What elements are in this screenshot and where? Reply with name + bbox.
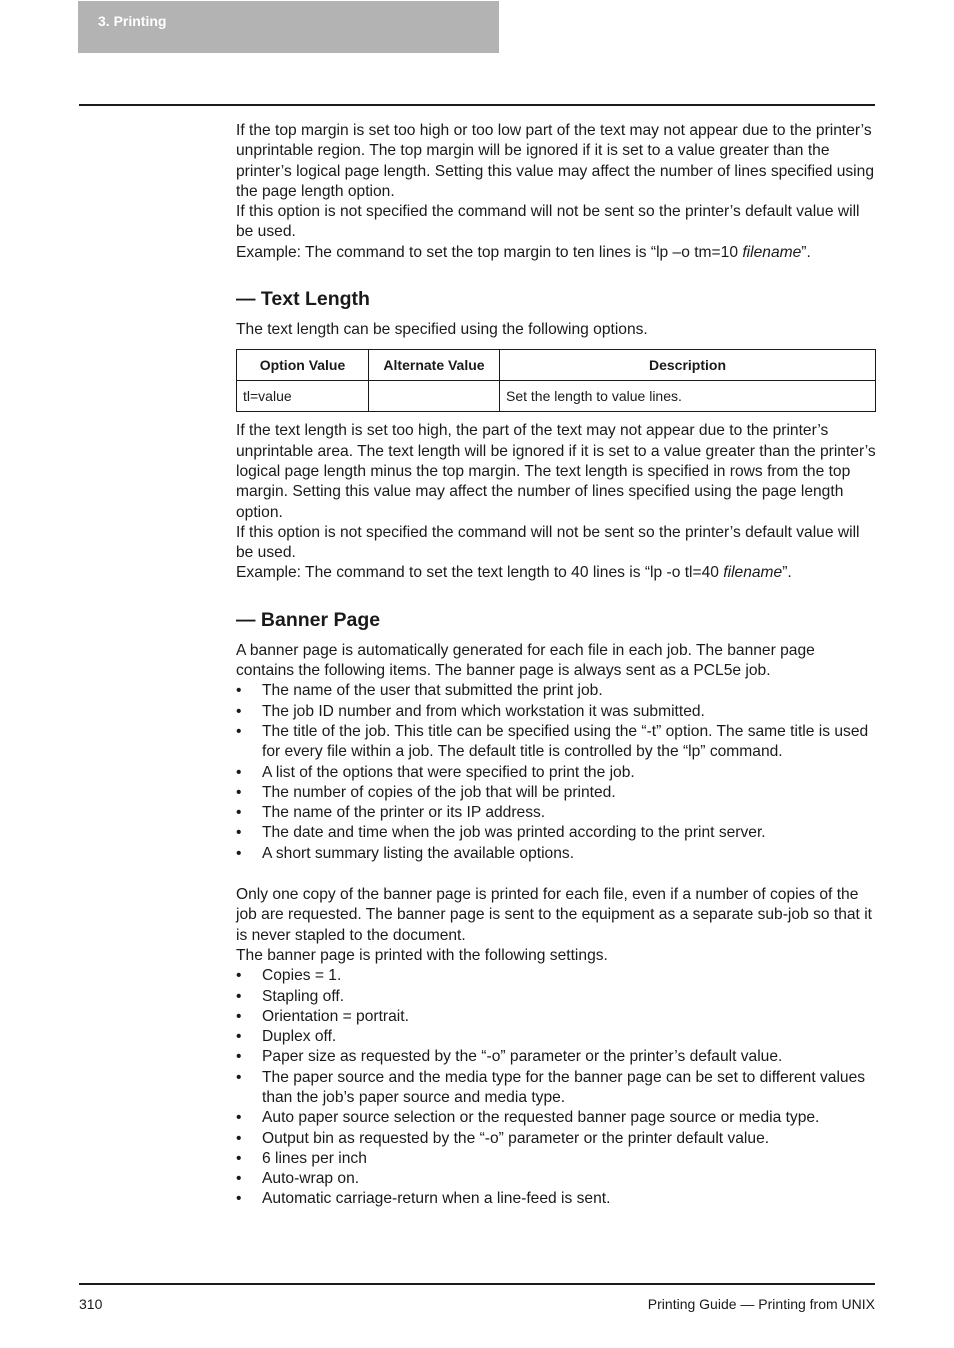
- list-item: • Auto-wrap on.: [236, 1169, 876, 1189]
- page-number: 310: [79, 1296, 103, 1312]
- footer-rule: [79, 1283, 875, 1285]
- table-row: [237, 381, 876, 412]
- list-item: • A list of the options that were specified to print the job.: [236, 763, 876, 783]
- list-item: • Stapling off.: [236, 987, 876, 1007]
- banner-settings-list: [236, 966, 876, 1210]
- options-table: [236, 349, 876, 412]
- list-item: • 6 lines per inch: [236, 1149, 876, 1169]
- example-filename: filename: [742, 243, 802, 261]
- page-content: [236, 121, 876, 1210]
- paragraph: If this option is not specified the command will not be sent so the printer’s default value will be used.: [236, 203, 860, 241]
- list-item: • Orientation = portrait.: [236, 1007, 876, 1027]
- example-text-end: ”.: [782, 564, 792, 582]
- list-item: • The name of the printer or its IP address.: [236, 803, 876, 823]
- list-item: • Copies = 1.: [236, 966, 876, 986]
- paragraph: If the text length is set too high, the part of the text may not appear due to the printer’s unprintable area. The text length will be ignored if it is set to a value greater than the printer’s logical page length minus the top margin. The text length is specified in rows from the top margin. Setting this value may affect the number of lines specified using the page length option.: [236, 422, 876, 521]
- paragraph: The banner page is printed with the following settings.: [236, 946, 608, 964]
- example-text: Example: The command to set the top margin to ten lines is “lp –o tm=10: [236, 243, 743, 261]
- list-item: • Automatic carriage-return when a line-feed is sent.: [236, 1189, 876, 1209]
- paragraph: The text length can be specified using the following options.: [236, 321, 648, 339]
- paragraph: If the top margin is set too high or too low part of the text may not appear due to the printer’s unprintable region. The top margin will be ignored if it is set to a value greater than the printer’s logical page length. Setting this value may affect the number of lines specified using the page length option.: [236, 122, 874, 200]
- example-line: [236, 243, 876, 263]
- example-filename: filename: [723, 564, 783, 582]
- column-header: Option Value: [237, 350, 369, 381]
- list-item: • The number of copies of the job that will be printed.: [236, 783, 876, 803]
- list-item: • The job ID number and from which workstation it was submitted.: [236, 702, 876, 722]
- section-heading-text-length: — Text Length: [236, 288, 370, 311]
- example-text: Example: The command to set the text length to 40 lines is “lp -o tl=40: [236, 564, 724, 582]
- spacer: [236, 864, 876, 885]
- table-cell: [369, 381, 500, 412]
- list-item: • The title of the job. This title can be specified using the “-t” option. The same title is used for every file within a job. The default title is controlled by the “lp” command.: [236, 722, 876, 763]
- paragraph: A banner page is automatically generated for each file in each job. The banner page contains the following items. The banner page is always sent as a PCL5e job.: [236, 641, 815, 680]
- example-line: [236, 563, 876, 583]
- section-heading-banner-page: — Banner Page: [236, 608, 381, 631]
- list-item: • Output bin as requested by the “-o” parameter or the printer default value.: [236, 1129, 876, 1149]
- list-item: • The date and time when the job was printed according to the print server.: [236, 823, 876, 843]
- paragraph: If this option is not specified the command will not be sent so the printer’s default value will be used.: [236, 523, 860, 562]
- header-rule: [79, 104, 875, 106]
- table-cell: tl=value: [237, 381, 369, 412]
- list-item: • A short summary listing the available options.: [236, 844, 876, 864]
- list-item: • Paper size as requested by the “-o” parameter or the printer’s default value.: [236, 1047, 876, 1067]
- list-item: • Duplex off.: [236, 1027, 876, 1047]
- list-item: • The name of the user that submitted the print job.: [236, 681, 876, 701]
- footer-title: Printing Guide — Printing from UNIX: [647, 1296, 875, 1312]
- table-header-row: [237, 350, 876, 381]
- column-header: Alternate Value: [369, 350, 500, 381]
- list-item: • Auto paper source selection or the requested banner page source or media type.: [236, 1108, 876, 1128]
- list-item: • The paper source and the media type for the banner page can be set to different values than the job’s paper source and media type.: [236, 1068, 876, 1109]
- column-header: Description: [500, 350, 876, 381]
- example-text-end: ”.: [801, 243, 811, 261]
- banner-items-list: [236, 681, 876, 864]
- chapter-tab: [78, 1, 499, 53]
- chapter-label: 3. Printing: [98, 13, 167, 29]
- table-cell: Set the length to value lines.: [500, 381, 876, 412]
- paragraph: Only one copy of the banner page is printed for each file, even if a number of copies of the job are requested. The banner page is sent to the equipment as a separate sub-job so that it is never stapled to the document.: [236, 886, 873, 944]
